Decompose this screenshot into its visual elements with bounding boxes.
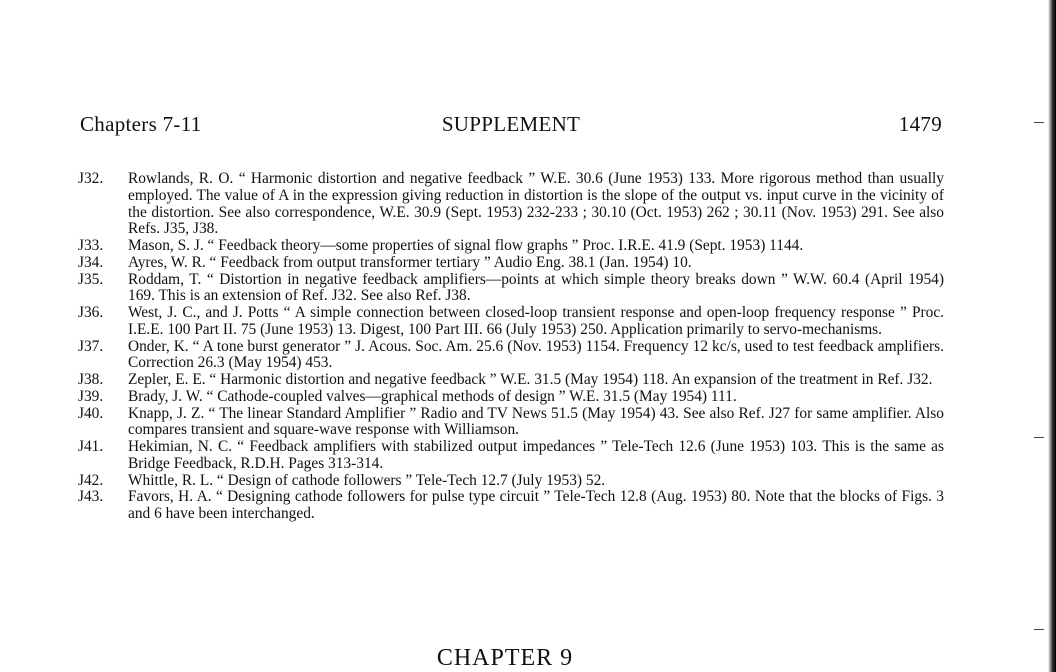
reference-text: Zepler, E. E. “ Harmonic distortion and negative feedback ” W.E. 31.5 (May 1954) 118. An expansion of the treatment in Ref. J32. [128,371,933,388]
reference-text: Ayres, W. R. “ Feedback from output transformer tertiary ” Audio Eng. 38.1 (Jan. 1954) 10. [128,253,692,271]
reference-item [78,489,944,523]
margin-mark [1034,437,1044,438]
reference-id: J36. [78,304,104,321]
reference-id: J41. [78,438,104,455]
reference-text: Onder, K. “ A tone burst generator ” J. Acous. Soc. Am. 25.6 (Nov. 1953) 1154. Frequency 12 kc/s, used to test feedback amplifiers. Correction 26.3 (May 1954) 453. [128,337,944,372]
reference-id: J43. [78,488,104,506]
reference-item [78,238,944,255]
reference-item [78,272,944,306]
reference-item [78,339,944,373]
reference-id: J32. [78,170,104,187]
reference-text: Brady, J. W. “ Cathode-coupled valves—graphical methods of design ” W.E. 31.5 (May 1954) 111. [128,387,737,405]
reference-item [78,171,944,238]
page-edge-shadow [1048,0,1056,672]
reference-item [78,372,944,389]
reference-item [78,255,944,272]
chapter-heading: CHAPTER 9 [436,645,574,671]
reference-id: J37. [78,337,104,355]
page-number: 1479 [898,112,942,136]
reference-text: Whittle, R. L. “ Design of cathode followers ” Tele-Tech 12.7 (July 1953) 52. [128,471,606,489]
reference-text: Favors, H. A. “ Designing cathode followers for pulse type circuit ” Tele-Tech 12.8 (Aug. 1953) 80. Note that the blocks of Figs. 3 and 6 have been interchanged. [128,488,944,522]
reference-text: Mason, S. J. “ Feedback theory—some properties of signal flow graphs ” Proc. I.R.E. 41.9 (Sept. 1953) 1144. [128,237,804,254]
reference-item [78,473,944,490]
reference-id: J39. [78,387,104,405]
margin-mark [1034,122,1044,123]
reference-id: J40. [78,404,104,422]
reference-id: J33. [78,237,104,254]
reference-id: J34. [78,253,104,271]
reference-item [78,439,944,473]
margin-mark [1034,629,1044,630]
running-header [80,112,942,142]
reference-text: Hekimian, N. C. “ Feedback amplifiers with stabilized output impedances ” Tele-Tech 12.6 (June 1953) 103. This is the same as Bridge Feedback, R.D.H. Pages 313-314. [128,438,944,472]
reference-item [78,389,944,406]
header-chapters: Chapters 7-11 [80,112,202,136]
reference-item [78,305,944,339]
reference-text: Rowlands, R. O. “ Harmonic distortion and negative feedback ” W.E. 30.6 (June 1953) 133. More rigorous method than usually employed. The value of A in the expression giving reduction in distortion is the slope of the output vs. input curve in the vicinity of the distortion. See also correspondence, W.E. 30.9 (Sept. 1953) 232-233 ; 30.10 (Oct. 1953) 262 ; 30.11 (Nov. 1953) 291. See also Refs. J35, J38. [128,170,944,238]
reference-text: Roddam, T. “ Distortion in negative feedback amplifiers—points at which simple theory breaks down ” W.W. 60.4 (April 1954) 169. This is an extension of Ref. J32. See also Ref. J38. [128,270,944,305]
reference-item [78,406,944,440]
reference-list [78,171,944,523]
header-title: SUPPLEMENT [441,112,581,136]
reference-text: Knapp, J. Z. “ The linear Standard Amplifier ” Radio and TV News 51.5 (May 1954) 43. See also Ref. J27 for same amplifier. Also compares transient and square-wave response with Williamson. [128,404,944,439]
reference-text: West, J. C., and J. Potts “ A simple connection between closed-loop transient response and open-loop frequency response ” Proc. I.E.E. 100 Part II. 75 (June 1953) 13. Digest, 100 Part III. 66 (July 1953) 250. Application primarily to servo-mechanisms. [128,304,944,338]
reference-id: J38. [78,371,104,388]
reference-id: J42. [78,471,104,489]
reference-id: J35. [78,270,104,288]
